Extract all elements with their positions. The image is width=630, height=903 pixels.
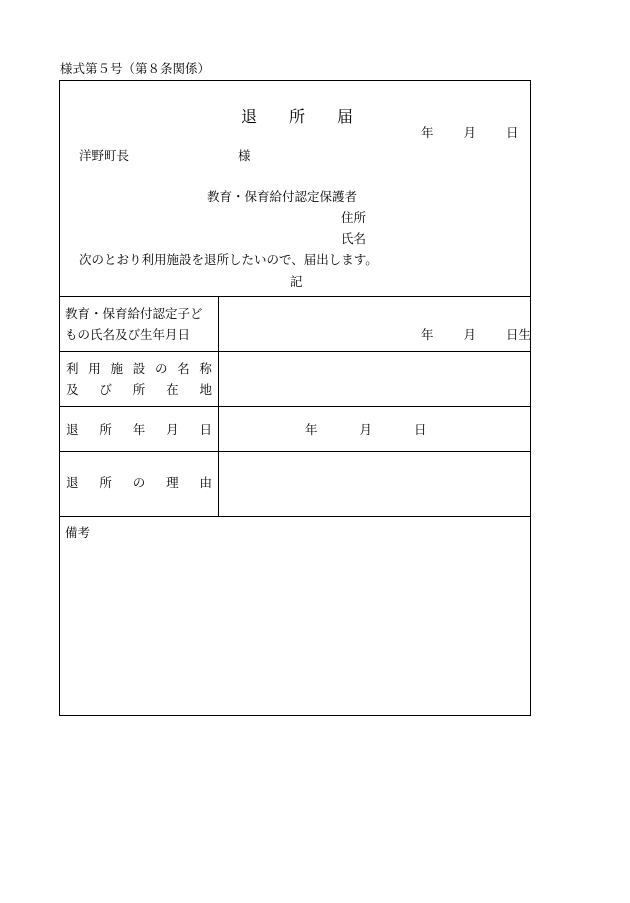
child-birthdate: [421, 329, 531, 342]
withdrawal-day: 日: [414, 422, 427, 437]
column-divider: [218, 296, 219, 516]
withdrawal-month: 月: [359, 422, 373, 437]
form-frame: [59, 80, 531, 716]
label-char: 退: [66, 422, 79, 437]
label-char: 名: [177, 361, 190, 376]
label-char: 日: [199, 422, 212, 437]
date-year: 年: [421, 125, 434, 140]
label-char: 年: [132, 422, 146, 437]
withdrawal-year: 年: [305, 422, 318, 437]
label-char: 称: [199, 361, 212, 376]
label-char: 在: [166, 382, 179, 397]
reason-label: [66, 477, 212, 490]
row-divider: [59, 406, 531, 407]
date-day: 日: [506, 125, 519, 140]
title-char: 所: [289, 107, 306, 126]
label-char: 所: [99, 475, 112, 490]
label-char: 及: [66, 382, 79, 397]
ki-label: 記: [290, 274, 303, 289]
body-text: 次のとおり利用施設を退所したいので、届出します。: [79, 252, 378, 267]
addressee-honorific: 様: [238, 148, 251, 163]
label-char: の: [154, 361, 168, 376]
birth-day: 日生: [506, 327, 532, 342]
form-title: [241, 104, 353, 127]
date-month: 月: [463, 125, 477, 140]
row-divider: [59, 351, 531, 352]
facility-label-line1: [66, 363, 212, 376]
submission-date: [421, 127, 519, 140]
birth-year: 年: [421, 327, 434, 342]
label-char: び: [99, 382, 112, 397]
form-number-label: 様式第５号（第８条関係）: [60, 61, 211, 76]
facility-label-line2: [66, 384, 212, 397]
applicant-role: 教育・保育給付認定保護者: [207, 189, 358, 204]
label-char: 利: [66, 361, 79, 376]
label-char: 設: [132, 361, 146, 376]
label-char: 由: [199, 475, 212, 490]
label-char: 施: [110, 361, 123, 376]
remarks-label: 備考: [65, 525, 91, 540]
address-label: 住所: [341, 210, 367, 225]
birth-month: 月: [463, 327, 477, 342]
label-char: 地: [199, 382, 212, 397]
title-char: 届: [337, 107, 354, 126]
label-char: 所: [99, 422, 112, 437]
label-char: 退: [66, 475, 79, 490]
name-label: 氏名: [341, 231, 367, 246]
label-char: 所: [132, 382, 146, 397]
addressee-name: 洋野町長: [79, 148, 130, 163]
child-label-line1: 教育・保育給付認定子ど: [65, 306, 203, 321]
row-divider: [59, 516, 531, 517]
label-char: 理: [166, 475, 179, 490]
label-char: の: [132, 475, 146, 490]
table-top-border: [59, 296, 531, 297]
label-char: 月: [166, 422, 179, 437]
withdrawal-date-value: [305, 424, 427, 437]
label-char: 用: [88, 361, 101, 376]
row-divider: [59, 451, 531, 452]
withdrawal-date-label: [66, 424, 212, 437]
title-char: 退: [241, 107, 258, 126]
child-label-line2: もの氏名及び生年月日: [65, 327, 191, 342]
